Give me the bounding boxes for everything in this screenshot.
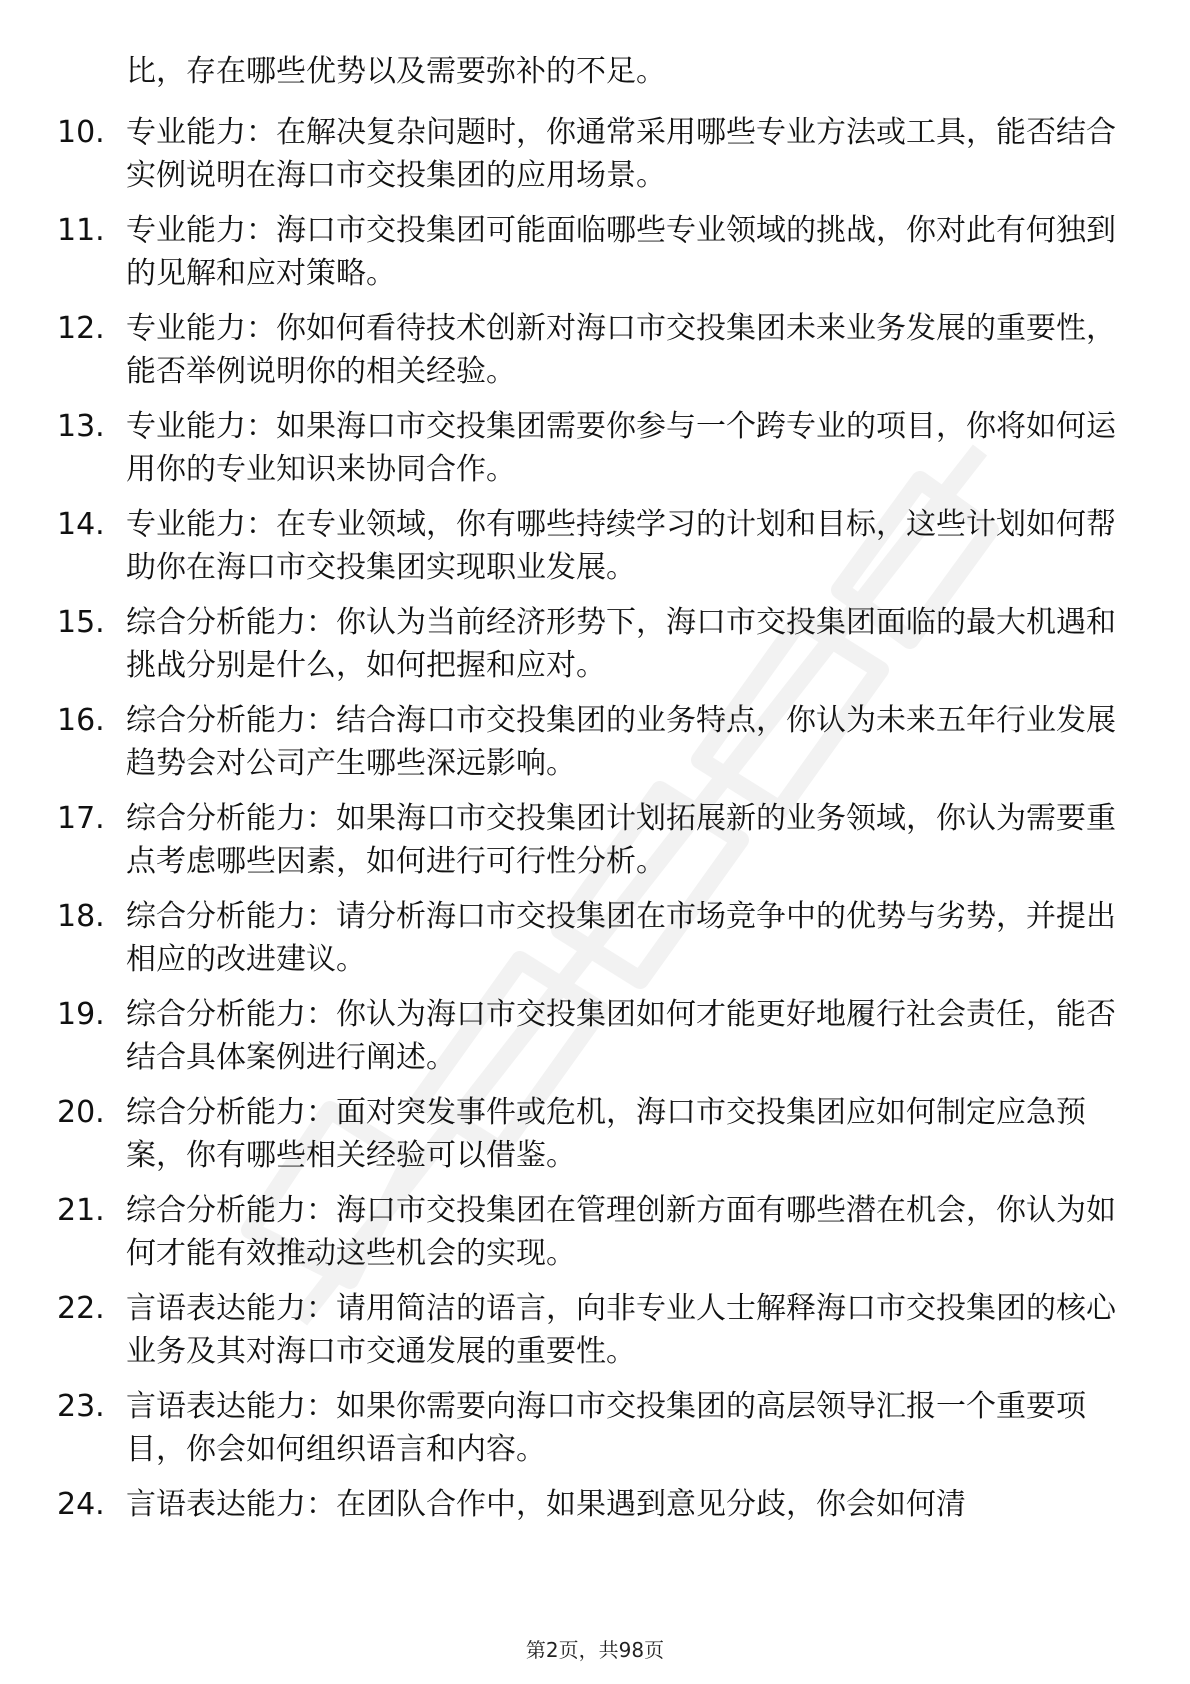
question-number: 22. <box>57 1291 105 1326</box>
question-number: 12. <box>57 311 105 346</box>
question-text: 言语表达能力：在团队合作中，如果遇到意见分歧，你会如何清 <box>126 1487 966 1522</box>
question-number: 18. <box>57 899 105 934</box>
question-text: 综合分析能力：你认为海口市交投集团如何才能更好地履行社会责任，能否结合具体案例进行阐述。 <box>126 997 1116 1075</box>
list-item <box>0 111 1190 197</box>
question-text: 言语表达能力：请用简洁的语言，向非专业人士解释海口市交投集团的核心业务及其对海口市交通发展的重要性。 <box>126 1291 1116 1369</box>
question-number: 19. <box>57 997 105 1032</box>
list-item <box>0 1483 1190 1569</box>
list-item <box>0 307 1190 393</box>
question-text: 综合分析能力：如果海口市交投集团计划拓展新的业务领域，你认为需要重点考虑哪些因素，如何进行可行性分析。 <box>126 801 1116 879</box>
list-item <box>0 1189 1190 1275</box>
question-text: 综合分析能力：你认为当前经济形势下，海口市交投集团面临的最大机遇和挑战分别是什么，如何把握和应对。 <box>126 605 1116 683</box>
list-item <box>0 797 1190 883</box>
question-text: 言语表达能力：如果你需要向海口市交投集团的高层领导汇报一个重要项目，你会如何组织语言和内容。 <box>126 1389 1086 1467</box>
question-number: 11. <box>57 213 105 248</box>
question-number: 24. <box>57 1487 105 1522</box>
question-text: 综合分析能力：海口市交投集团在管理创新方面有哪些潜在机会，你认为如何才能有效推动这些机会的实现。 <box>126 1193 1116 1271</box>
question-number: 20. <box>57 1095 105 1130</box>
question-number: 17. <box>57 801 105 836</box>
question-text: 综合分析能力：请分析海口市交投集团在市场竞争中的优势与劣势，并提出相应的改进建议。 <box>126 899 1116 977</box>
question-text: 专业能力：如果海口市交投集团需要你参与一个跨专业的项目，你将如何运用你的专业知识来协同合作。 <box>126 409 1116 487</box>
list-item <box>0 993 1190 1079</box>
question-number: 13. <box>57 409 105 444</box>
list-item <box>0 699 1190 785</box>
list-item <box>0 209 1190 295</box>
list-item <box>0 1091 1190 1177</box>
list-item <box>0 1287 1190 1373</box>
question-number: 10. <box>57 115 105 150</box>
question-text: 专业能力：海口市交投集团可能面临哪些专业领域的挑战，你对此有何独到的见解和应对策略。 <box>126 213 1116 291</box>
question-list <box>0 111 1190 1581</box>
list-item <box>0 601 1190 687</box>
continuation-text: 比，存在哪些优势以及需要弥补的不足。 <box>126 54 666 89</box>
question-text: 综合分析能力：结合海口市交投集团的业务特点，你认为未来五年行业发展趋势会对公司产生哪些深远影响。 <box>126 703 1116 781</box>
question-number: 14. <box>57 507 105 542</box>
list-item <box>0 895 1190 981</box>
question-number: 21. <box>57 1193 105 1228</box>
question-text: 专业能力：你如何看待技术创新对海口市交投集团未来业务发展的重要性，能否举例说明你的相关经验。 <box>126 311 1116 389</box>
list-item <box>0 503 1190 589</box>
page-number-footer: 第2页，共98页 <box>525 1638 665 1662</box>
question-text: 专业能力：在解决复杂问题时，你通常采用哪些专业方法或工具，能否结合实例说明在海口市交投集团的应用场景。 <box>126 115 1116 193</box>
question-text: 专业能力：在专业领域，你有哪些持续学习的计划和目标，这些计划如何帮助你在海口市交投集团实现职业发展。 <box>126 507 1116 585</box>
list-item <box>0 1385 1190 1471</box>
question-number: 16. <box>57 703 105 738</box>
question-number: 23. <box>57 1389 105 1424</box>
question-text: 综合分析能力：面对突发事件或危机，海口市交投集团应如何制定应急预案，你有哪些相关经验可以借鉴。 <box>126 1095 1086 1173</box>
question-number: 15. <box>57 605 105 640</box>
list-item <box>0 405 1190 491</box>
